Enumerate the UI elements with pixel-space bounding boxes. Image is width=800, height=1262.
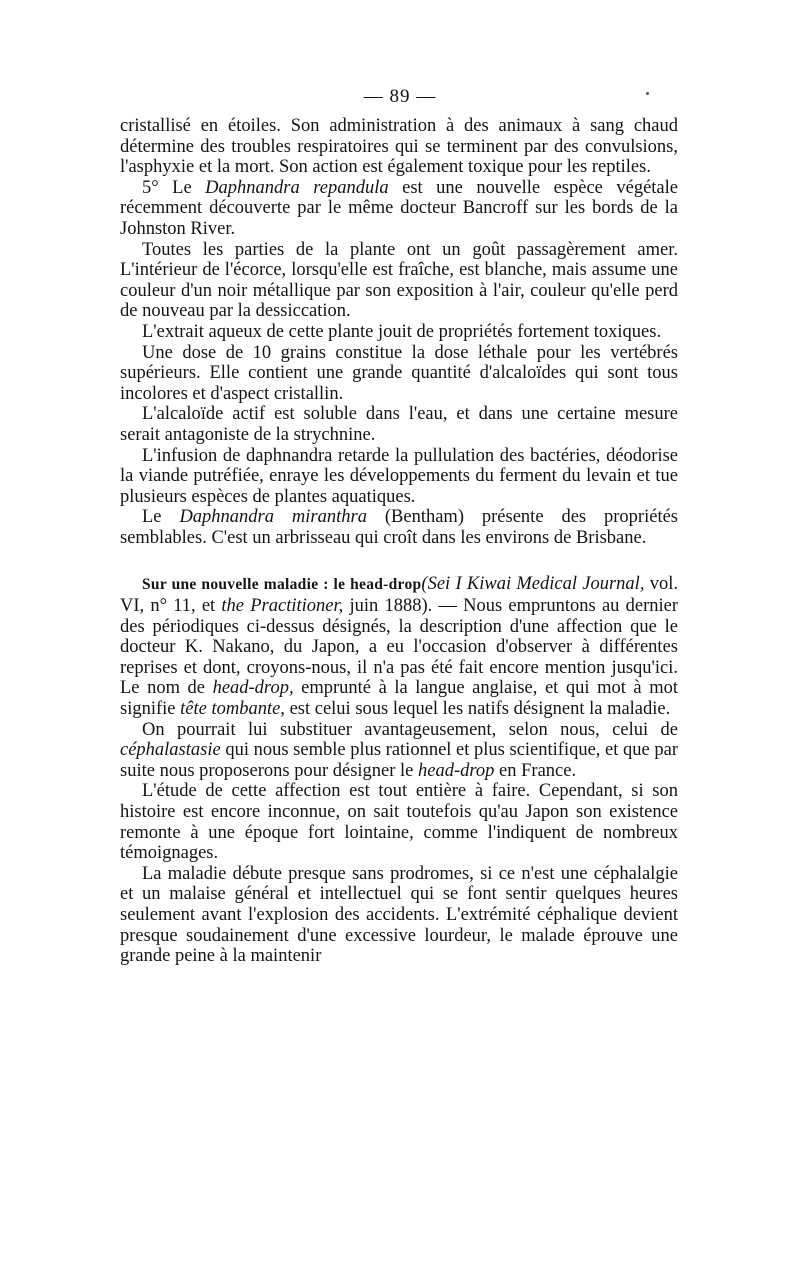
term-head-drop: head-drop, [212, 678, 294, 699]
journal-title: (Sei I Kiwai Medical Journal, [421, 574, 645, 595]
term-cephalastasie: céphalastasie [120, 740, 221, 761]
paragraph-4: L'extrait aqueux de cette plante jouit de propriétés fortement toxiques. [142, 321, 662, 342]
print-speck [646, 92, 649, 95]
page-number-header: — 89 — [363, 86, 437, 107]
species-name: Daphnandra miranthra [179, 507, 367, 528]
paragraph-6: L'alcaloïde actif est soluble dans l'eau, et dans une certaine mesure serait antagoniste de la strychnine. [120, 404, 678, 445]
paragraph-11: La maladie débute presque sans prodromes, si ce n'est une céphalalgie et un malaise général et intellectuel qui se font sentir quelques heures seulement avant l'explosion des accidents. L'extrémité céphalique devient presque soudainement d'une excessive lourdeur, le malade éprouve une grande peine à la maintenir [120, 863, 678, 967]
paragraph-10: L'étude de cette affection est tout entière à faire. Cependant, si son histoire est encore inconnue, on sait toutefois qu'au Japon son existence remonte à une époque fort lointaine, comme l'indiquent de nombreux témoignages. [120, 781, 678, 864]
section-paragraph: Sur une nouvelle maladie : le head-drop(Sei I Kiwai Medical Journal, vol. VI, n° 11, et the Practitioner, juin 1888). — Nous empruntons au dernier des périodiques ci-dessus désignés, la description d'une affection que le docteur K. Nakano, du Japon, a eu l'occasion d'observer à différentes reprises et dont, croyons-nous, il n'a pas été fait encore mention jusqu'ici. Le nom de head-drop, emprunté à la langue anglaise, et qui mot à mot signifie tête tombante, est celui sous lequel les natifs désignent la maladie. [120, 574, 679, 720]
paragraph-5: Une dose de 10 grains constitue la dose léthale pour les vertébrés supérieurs. Elle contient une grande quantité d'alcaloïdes qui sont tous incolores et d'aspect cristallin. [120, 342, 678, 404]
paragraph-3: Toutes les parties de la plante ont un goût passagèrement amer. L'intérieur de l'écorce, lorsqu'elle est fraîche, est blanche, mais assume une couleur d'un noir métallique par son exposition à l'air, couleur qu'elle perd de nouveau par la dessiccation. [120, 239, 678, 322]
section-title: Sur une nouvelle maladie : le head-drop [142, 576, 422, 594]
page-body [120, 116, 678, 967]
paragraph-8: Le Daphnandra miranthra (Bentham) présente des propriétés semblables. C'est un arbrisseau qui croît dans les environs de Brisbane. [120, 507, 678, 548]
paragraph-9: On pourrait lui substituer avantageusement, selon nous, celui de céphalastasie qui nous semble plus rationnel et plus scientifique, et que par suite nous proposerons pour désigner le head-drop en France. [120, 719, 678, 781]
term-tete-tombante: tête tombante, [180, 699, 285, 720]
species-name: Daphnandra repandula [205, 177, 389, 198]
paragraph-2: 5° Le Daphnandra repandula est une nouvelle espèce végétale récemment découverte par le même docteur Bancroff sur les bords de la Johnston River. [120, 177, 678, 239]
journal-title-2: the Practitioner, [221, 596, 344, 617]
term-head-drop-2: head-drop [418, 760, 495, 781]
paragraph-1: cristallisé en étoiles. Son administration à des animaux à sang chaud détermine des troubles respiratoires qui se terminent par des convulsions, l'asphyxie et la mort. Son action est également toxique pour les reptiles. [120, 116, 678, 178]
paragraph-7: L'infusion de daphnandra retarde la pullulation des bactéries, déodorise la viande putréfiée, enraye les développements du ferment du levain et tue plusieurs espèces de plantes aquatiques. [120, 445, 678, 507]
